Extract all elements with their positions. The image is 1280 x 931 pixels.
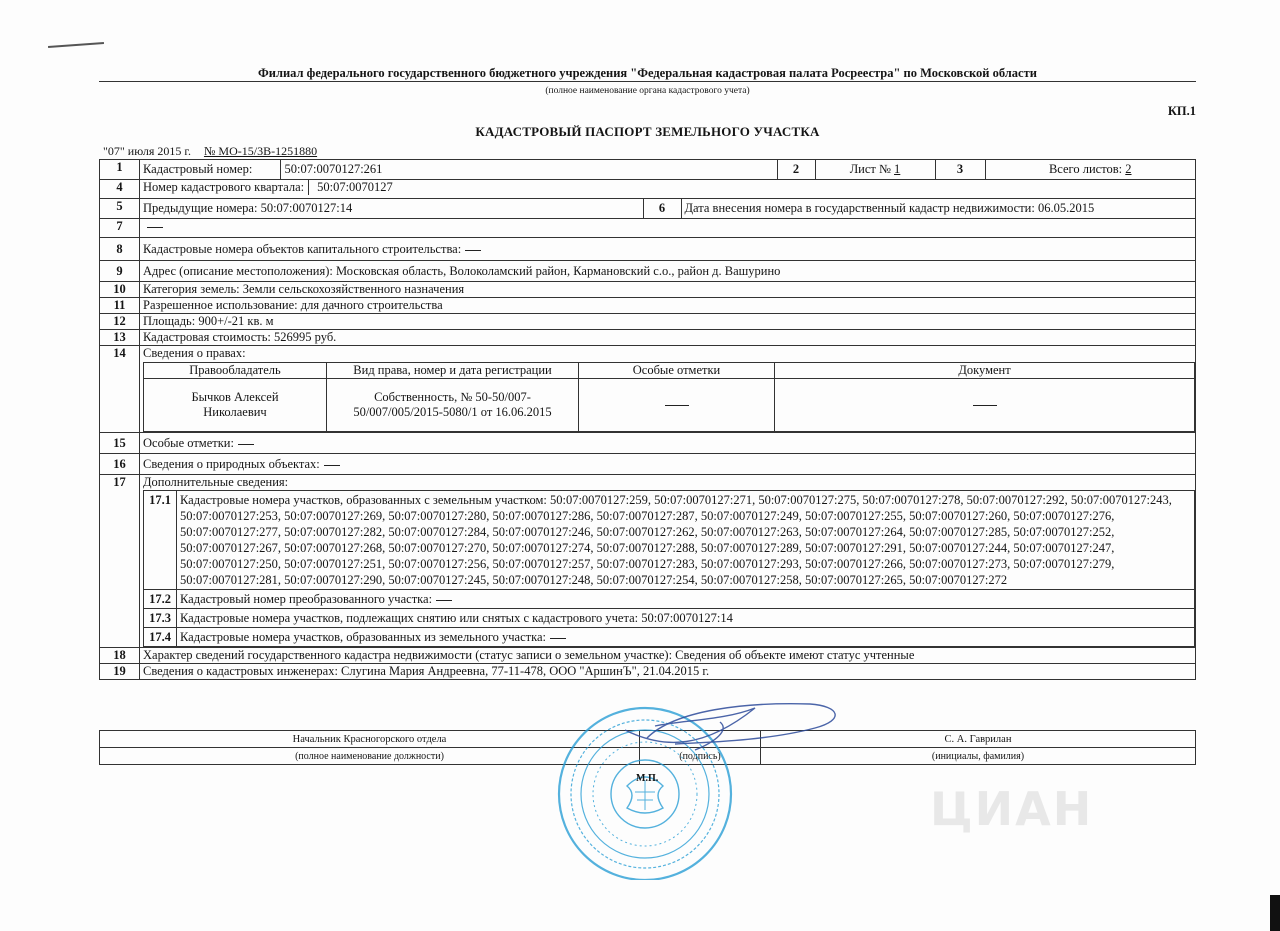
empty-dash [147, 227, 163, 228]
subrow-number: 17.4 [144, 628, 177, 647]
empty-dash [436, 600, 452, 601]
row-14 [100, 346, 1196, 433]
row-number: 10 [100, 282, 140, 298]
document-date-line [103, 144, 317, 159]
special-marks: Особые отметки: [143, 436, 234, 450]
document-title: КАДАСТРОВЫЙ ПАСПОРТ ЗЕМЕЛЬНОГО УЧАСТКА [475, 124, 820, 139]
form-code: КП.1 [1167, 104, 1196, 118]
seal-mark: М.П. [636, 773, 659, 784]
row-number: 9 [100, 261, 140, 282]
row-18 [100, 648, 1196, 664]
cell-number-3: 3 [935, 160, 985, 179]
row-number: 7 [100, 219, 140, 238]
signature-caption: (подпись) [640, 748, 761, 765]
row-1 [100, 160, 1196, 180]
record-status: Характер сведений государственного кадастра недвижимости (статус записи о земельном участке): Сведения об объекте имеют статус учтенные [140, 648, 1196, 664]
empty-dash [973, 405, 997, 406]
document-number: № МО-15/3В-1251880 [203, 144, 318, 158]
sheet-number [815, 160, 935, 179]
cadastral-engineers: Сведения о кадастровых инженерах: Слугина Мария Андреевна, 77-11-478, ООО "АршинЪ", 21.04.2015 г. [140, 664, 1196, 680]
row-16 [100, 454, 1196, 475]
rights-col-holder: Правообладатель [144, 363, 327, 379]
passport-table [99, 159, 1196, 680]
natural-objects: Сведения о природных объектах: [143, 457, 320, 471]
capital-objects: Кадастровые номера объектов капитального строительства: [143, 242, 462, 256]
removed-parcels: Кадастровые номера участков, подлежащих снятию или снятых с кадастрового учета: 50:07:0070127:14 [177, 609, 1195, 628]
row-number: 19 [100, 664, 140, 680]
official-position: Начальник Красногорского отдела [100, 731, 640, 748]
transformed-parcel: Кадастровый номер преобразованного участка: [180, 592, 433, 606]
empty-dash [324, 465, 340, 466]
organization-underline [99, 81, 1196, 82]
rights-type: Собственность, № 50-50/007-50/007/005/2015-5080/1 от 16.06.2015 [327, 379, 579, 432]
row-12 [100, 314, 1196, 330]
rights-col-marks: Особые отметки [579, 363, 775, 379]
scan-mark [48, 42, 104, 48]
row-5 [100, 199, 1196, 219]
row-4 [100, 180, 1196, 199]
row-number: 13 [100, 330, 140, 346]
row-11 [100, 298, 1196, 314]
row-number: 16 [100, 454, 140, 475]
cell-number-6: 6 [643, 199, 681, 218]
permitted-use: Разрешенное использование: для дачного строительства [140, 298, 1196, 314]
rights-label: Сведения о правах: [143, 346, 246, 360]
cadastral-value: Кадастровая стоимость: 526995 руб. [140, 330, 1196, 346]
row-number: 8 [100, 238, 140, 261]
cell-number-2: 2 [777, 160, 815, 179]
sheet-value: 1 [894, 162, 901, 176]
row-number: 14 [100, 346, 140, 433]
row-13 [100, 330, 1196, 346]
cadastral-number-label: Кадастровый номер: [140, 160, 280, 179]
rights-header-row [144, 363, 1195, 379]
land-category: Категория земель: Земли сельскохозяйственного назначения [140, 282, 1196, 298]
row-10 [100, 282, 1196, 298]
address: Адрес (описание местоположения): Московская область, Волоколамский район, Кармановский с.о., район д. Вашурино [140, 261, 1196, 282]
watermark: ЦИАН [930, 782, 1094, 836]
row-number: 5 [100, 199, 140, 219]
row-number: 1 [100, 160, 140, 180]
additional-info-table [143, 490, 1195, 647]
row-number: 4 [100, 180, 140, 199]
subrow-number: 17.3 [144, 609, 177, 628]
official-seal-icon [559, 708, 731, 880]
subrow-17-1 [144, 491, 1195, 590]
empty-dash [665, 405, 689, 406]
name-caption: (инициалы, фамилия) [761, 748, 1196, 765]
empty-dash [465, 250, 481, 251]
total-sheets-value: 2 [1125, 162, 1132, 176]
row-number: 15 [100, 433, 140, 454]
row-17 [100, 475, 1196, 648]
seal-and-signature [555, 690, 855, 880]
rights-col-right: Вид права, номер и дата регистрации [327, 363, 579, 379]
quarter-number [140, 180, 1196, 199]
empty-dash [238, 444, 254, 445]
organization-caption: (полное наименование органа кадастрового учета) [545, 86, 750, 96]
row-number: 17 [100, 475, 140, 648]
total-sheets-label: Всего листов: [1048, 162, 1123, 176]
rights-col-document: Документ [775, 363, 1195, 379]
row-9 [100, 261, 1196, 282]
sheet-label: Лист № [849, 162, 891, 176]
scan-edge [1270, 895, 1280, 931]
position-caption: (полное наименование должности) [100, 748, 640, 765]
subrow-number: 17.1 [144, 491, 177, 590]
organization-name: Филиал федерального государственного бюджетного учреждения "Федеральная кадастровая палата Росреестра" по Московской области [258, 66, 1037, 80]
row-number: 12 [100, 314, 140, 330]
rights-table [143, 362, 1195, 432]
formed-with-parcels: Кадастровые номера участков, образованных с земельным участком: 50:07:0070127:259, 50:07:0070127:271, 50:07:0070127:275, 50:07:0070127:278, 50:07:0070127:292, 50:07:0070127:243, 50:07:0070127:253, 50:07:0070127:269, 50:07:0070127:280, 50:07:0070127:286, 50:07:0070127:287, 50:07:0070127:249, 50:07:0070127:255, 50:07:0070127:260, 50:07:0070127:276, 50:07:0070127:277, 50:07:0070127:282, 50:07:0070127:284, 50:07:0070127:246, 50:07:0070127:262, 50:07:0070127:263, 50:07:0070127:264, 50:07:0070127:285, 50:07:0070127:252, 50:07:0070127:267, 50:07:0070127:268, 50:07:0070127:270, 50:07:0070127:274, 50:07:0070127:288, 50:07:0070127:289, 50:07:0070127:291, 50:07:0070127:244, 50:07:0070127:247, 50:07:0070127:250, 50:07:0070127:251, 50:07:0070127:256, 50:07:0070127:257, 50:07:0070127:283, 50:07:0070127:293, 50:07:0070127:266, 50:07:0070127:273, 50:07:0070127:279, 50:07:0070127:281, 50:07:0070127:290, 50:07:0070127:245, 50:07:0070127:248, 50:07:0070127:254, 50:07:0070127:258, 50:07:0070127:265, 50:07:0070127:272 [177, 491, 1195, 590]
subrow-number: 17.2 [144, 590, 177, 609]
subrow-17-3 [144, 609, 1195, 628]
rights-row [144, 379, 1195, 432]
official-name: С. А. Гаврилан [761, 731, 1196, 748]
subrow-17-4 [144, 628, 1195, 647]
total-sheets [985, 160, 1195, 179]
rights-holder: Бычков Алексей Николаевич [144, 379, 327, 432]
subrow-17-2 [144, 590, 1195, 609]
previous-numbers: Предыдущие номера: 50:07:0070127:14 [140, 199, 643, 218]
row-15 [100, 433, 1196, 454]
empty-dash [550, 638, 566, 639]
derived-parcels: Кадастровые номера участков, образованных из земельного участка: [180, 630, 547, 644]
area: Площадь: 900+/-21 кв. м [140, 314, 1196, 330]
quarter-label: Номер кадастрового квартала: [143, 180, 305, 194]
row-8 [100, 238, 1196, 261]
row-number: 11 [100, 298, 140, 314]
registration-date: Дата внесения номера в государственный кадастр недвижимости: 06.05.2015 [684, 201, 1095, 215]
document-date: "07" июля 2015 г. [103, 144, 191, 158]
row-19 [100, 664, 1196, 680]
cadastral-number-value: 50:07:0070127:261 [280, 160, 777, 179]
row-number: 18 [100, 648, 140, 664]
quarter-value: 50:07:0070127 [308, 180, 398, 195]
row-7 [100, 219, 1196, 238]
additional-info-label: Дополнительные сведения: [143, 475, 289, 489]
